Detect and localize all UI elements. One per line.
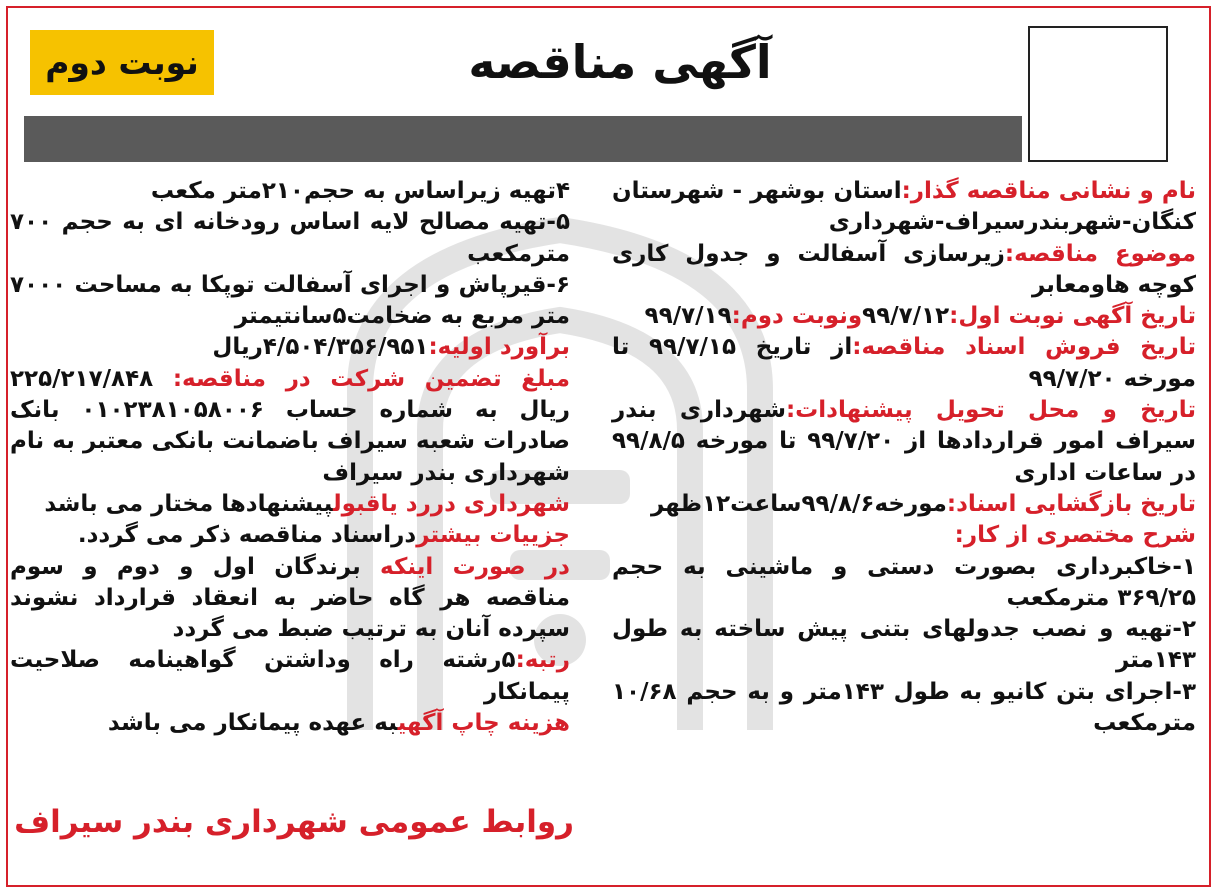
sale-paragraph	[612, 332, 1196, 395]
rank-text: ۵رشته راه وداشتن گواهینامه صلاحیت پیمانکار	[10, 647, 570, 705]
accept-text: پیشنهادها مختار می باشد	[44, 490, 333, 517]
header-divider-bar	[24, 116, 1022, 162]
estimate-text: ۴/۵۰۴/۳۵۶/۹۵۱ریال	[212, 334, 429, 361]
ad-date-second-value: ۹۹/۷/۱۹	[644, 303, 732, 330]
details-paragraph	[10, 520, 570, 551]
subject-label: موضوع مناقصه:	[1004, 240, 1196, 267]
sale-label: تاریخ فروش اسناد مناقصه:	[852, 334, 1196, 361]
ad-date-second-label: ونوبت دوم:	[731, 303, 863, 330]
delivery-label: تاریخ و محل تحویل پیشنهادات:	[785, 397, 1196, 424]
ad-date-first-label: تاریخ آگهی نوبت اول:	[949, 303, 1196, 330]
badge-label: نوبت دوم	[45, 43, 199, 82]
guarantee-label: مبلغ تضمین شرکت در مناقصه:	[172, 365, 570, 392]
rank-paragraph	[10, 645, 570, 708]
case-label: در صورت اینکه	[380, 553, 570, 580]
accept-label: شهرداری دررد یاقبول	[333, 490, 570, 517]
estimate-label: برآورد اولیه:	[428, 334, 570, 361]
work-item: ۲-تهیه و نصب جدولهای بتنی پیش ساخته به طول ۱۴۳متر	[612, 616, 1196, 674]
work-item: ۴تهیه زیراساس به حجم۲۱۰متر مکعب	[150, 178, 570, 204]
case-paragraph	[10, 552, 570, 646]
ad-date-first-value: ۹۹/۷/۱۲	[862, 303, 950, 330]
subject-paragraph	[612, 239, 1196, 302]
subject-text: زیرسازی آسفالت و جدول کاری کوچه هاومعابر	[612, 240, 1196, 298]
left-column	[10, 176, 570, 739]
opening-label: تاریخ بازگشایی اسناد:	[946, 490, 1196, 517]
ad-dates-paragraph	[612, 301, 1196, 332]
case-text: برندگان اول و دوم و سوم مناقصه هر گاه حاضر به انعقاد قرارداد نشوند سپرده آنان به ترتیب ضبط می گردد	[10, 553, 570, 643]
summary-label: شرح مختصری از کار:	[954, 522, 1196, 549]
rank-label: رتبه:	[515, 647, 570, 674]
work-item: ۵-تهیه مصالح لایه اساس رودخانه ای به حجم ۷۰۰ مترمکعب	[10, 209, 570, 267]
delivery-paragraph	[612, 395, 1196, 489]
sale-text: از تاریخ ۹۹/۷/۱۵ تا مورخه ۹۹/۷/۲۰	[612, 334, 1196, 392]
organizer-label: نام و نشانی مناقصه گذار:	[901, 178, 1196, 204]
public-relations-signature: روابط عمومی شهرداری بندر سیراف	[14, 804, 574, 840]
second-round-badge	[30, 30, 214, 95]
work-item: ۶-قیرپاش و اجرای آسفالت توپکا به مساحت ۷۰۰۰ متر مربع به ضخامت۵سانتیمتر	[10, 271, 570, 330]
cost-paragraph	[10, 708, 570, 739]
details-label: جزییات بیشتر	[416, 522, 570, 549]
cost-label: هزینه چاپ آگهی	[397, 710, 570, 737]
right-column	[612, 176, 1196, 739]
logo-placeholder	[1028, 26, 1168, 162]
accept-paragraph	[10, 489, 570, 520]
organizer-paragraph	[612, 176, 1196, 239]
cost-text: به عهده پیمانکار می باشد	[107, 710, 398, 737]
summary-heading	[612, 520, 1196, 551]
work-item: ۱-خاکبرداری بصورت دستی و ماشینی به حجم ۳۶۹/۲۵ مترمکعب	[612, 553, 1196, 611]
organizer-text: استان بوشهر - شهرستان کنگان-شهربندرسیراف-شهرداری	[612, 178, 1196, 236]
work-item: ۳-اجرای بتن کانیو به طول ۱۴۳متر و به حجم ۱۰/۶۸ مترمکعب	[612, 678, 1196, 737]
estimate-paragraph	[10, 332, 570, 363]
opening-text: مورخه۹۹/۸/۶ساعت۱۲ظهر	[650, 490, 947, 517]
details-text: دراسناد مناقصه ذکر می گردد.	[77, 522, 417, 549]
guarantee-paragraph	[10, 364, 570, 489]
opening-paragraph	[612, 489, 1196, 520]
delivery-text: شهرداری بندر سیراف امور قراردادها از ۹۹/۷/۲۰ تا مورخه ۹۹/۸/۵ در ساعات اداری	[612, 397, 1196, 486]
guarantee-text: ۲۲۵/۲۱۷/۸۴۸ ریال به شماره حساب ۰۱۰۲۳۸۱۰۵۸۰۰۶ بانک صادرات شعبه سیراف باضمانت بانکی معتبر به نام شهرداری بندر سیراف	[10, 365, 571, 486]
page-title: آگهی مناقصه	[468, 35, 772, 89]
